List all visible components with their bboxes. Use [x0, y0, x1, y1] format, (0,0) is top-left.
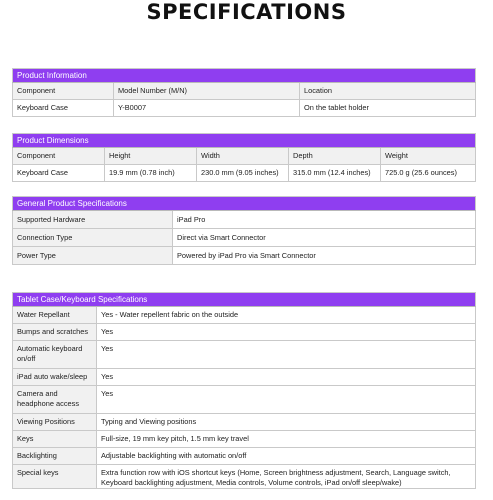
table-cell: 315.0 mm (12.4 inches)	[289, 165, 381, 182]
product-dimensions-table	[12, 133, 476, 182]
column-header: Weight	[381, 148, 476, 165]
spec-label: Automatic keyboard on/off	[13, 341, 97, 369]
spec-label: Special keys	[13, 465, 97, 489]
table-row	[13, 341, 476, 369]
spec-label: Camera and headphone access	[13, 386, 97, 414]
table-row	[13, 165, 476, 182]
table-row	[13, 386, 476, 414]
table-row	[13, 431, 476, 448]
spec-label: Viewing Positions	[13, 414, 97, 431]
spec-value: iPad Pro	[173, 211, 476, 229]
table-row	[13, 465, 476, 489]
table-row	[13, 307, 476, 324]
table-row	[13, 229, 476, 247]
spec-value: Yes - Water repellent fabric on the outside	[97, 307, 476, 324]
table-cell: 19.9 mm (0.78 inch)	[105, 165, 197, 182]
table-row	[13, 369, 476, 386]
table-cell: Keyboard Case	[13, 100, 114, 117]
table-cell: Keyboard Case	[13, 165, 105, 182]
spec-value: Powered by iPad Pro via Smart Connector	[173, 247, 476, 265]
spec-label: Keys	[13, 431, 97, 448]
spec-label: Water Repellant	[13, 307, 97, 324]
table-row	[13, 324, 476, 341]
page-title: SPECIFICATIONS	[146, 0, 347, 24]
spec-label: iPad auto wake/sleep	[13, 369, 97, 386]
column-header: Width	[197, 148, 289, 165]
tablet-case-specifications-table	[12, 292, 476, 489]
table-row	[13, 247, 476, 265]
column-header: Height	[105, 148, 197, 165]
spec-value: Yes	[97, 369, 476, 386]
table-row	[13, 448, 476, 465]
spec-label: Bumps and scratches	[13, 324, 97, 341]
spec-label: Power Type	[13, 247, 173, 265]
column-header: Model Number (M/N)	[114, 83, 300, 100]
table-cell: 230.0 mm (9.05 inches)	[197, 165, 289, 182]
spec-label: Supported Hardware	[13, 211, 173, 229]
spec-value: Full-size, 19 mm key pitch, 1.5 mm key travel	[97, 431, 476, 448]
table-row	[13, 100, 476, 117]
section-heading: Tablet Case/Keyboard Specifications	[13, 293, 476, 307]
spec-value: Yes	[97, 324, 476, 341]
section-heading: General Product Specifications	[13, 197, 476, 211]
column-header: Component	[13, 83, 114, 100]
table-cell: 725.0 g (25.6 ounces)	[381, 165, 476, 182]
spec-value: Yes	[97, 341, 476, 369]
column-header: Component	[13, 148, 105, 165]
table-row	[13, 414, 476, 431]
spec-value: Yes	[97, 386, 476, 414]
general-specifications-table	[12, 196, 476, 265]
section-heading: Product Information	[13, 69, 476, 83]
table-row	[13, 211, 476, 229]
section-heading: Product Dimensions	[13, 134, 476, 148]
spec-label: Backlighting	[13, 448, 97, 465]
table-cell: Y-B0007	[114, 100, 300, 117]
product-information-table	[12, 68, 476, 117]
spec-value: Direct via Smart Connector	[173, 229, 476, 247]
spec-value: Typing and Viewing positions	[97, 414, 476, 431]
spec-value: Adjustable backlighting with automatic on/off	[97, 448, 476, 465]
spec-value: Extra function row with iOS shortcut keys (Home, Screen brightness adjustment, Search, Language switch, Keyboard backlighting adjustment, Media controls, Volume controls, iPad on/off sleep/wake)	[97, 465, 476, 489]
column-header: Location	[300, 83, 476, 100]
spec-label: Connection Type	[13, 229, 173, 247]
table-cell: On the tablet holder	[300, 100, 476, 117]
column-header: Depth	[289, 148, 381, 165]
